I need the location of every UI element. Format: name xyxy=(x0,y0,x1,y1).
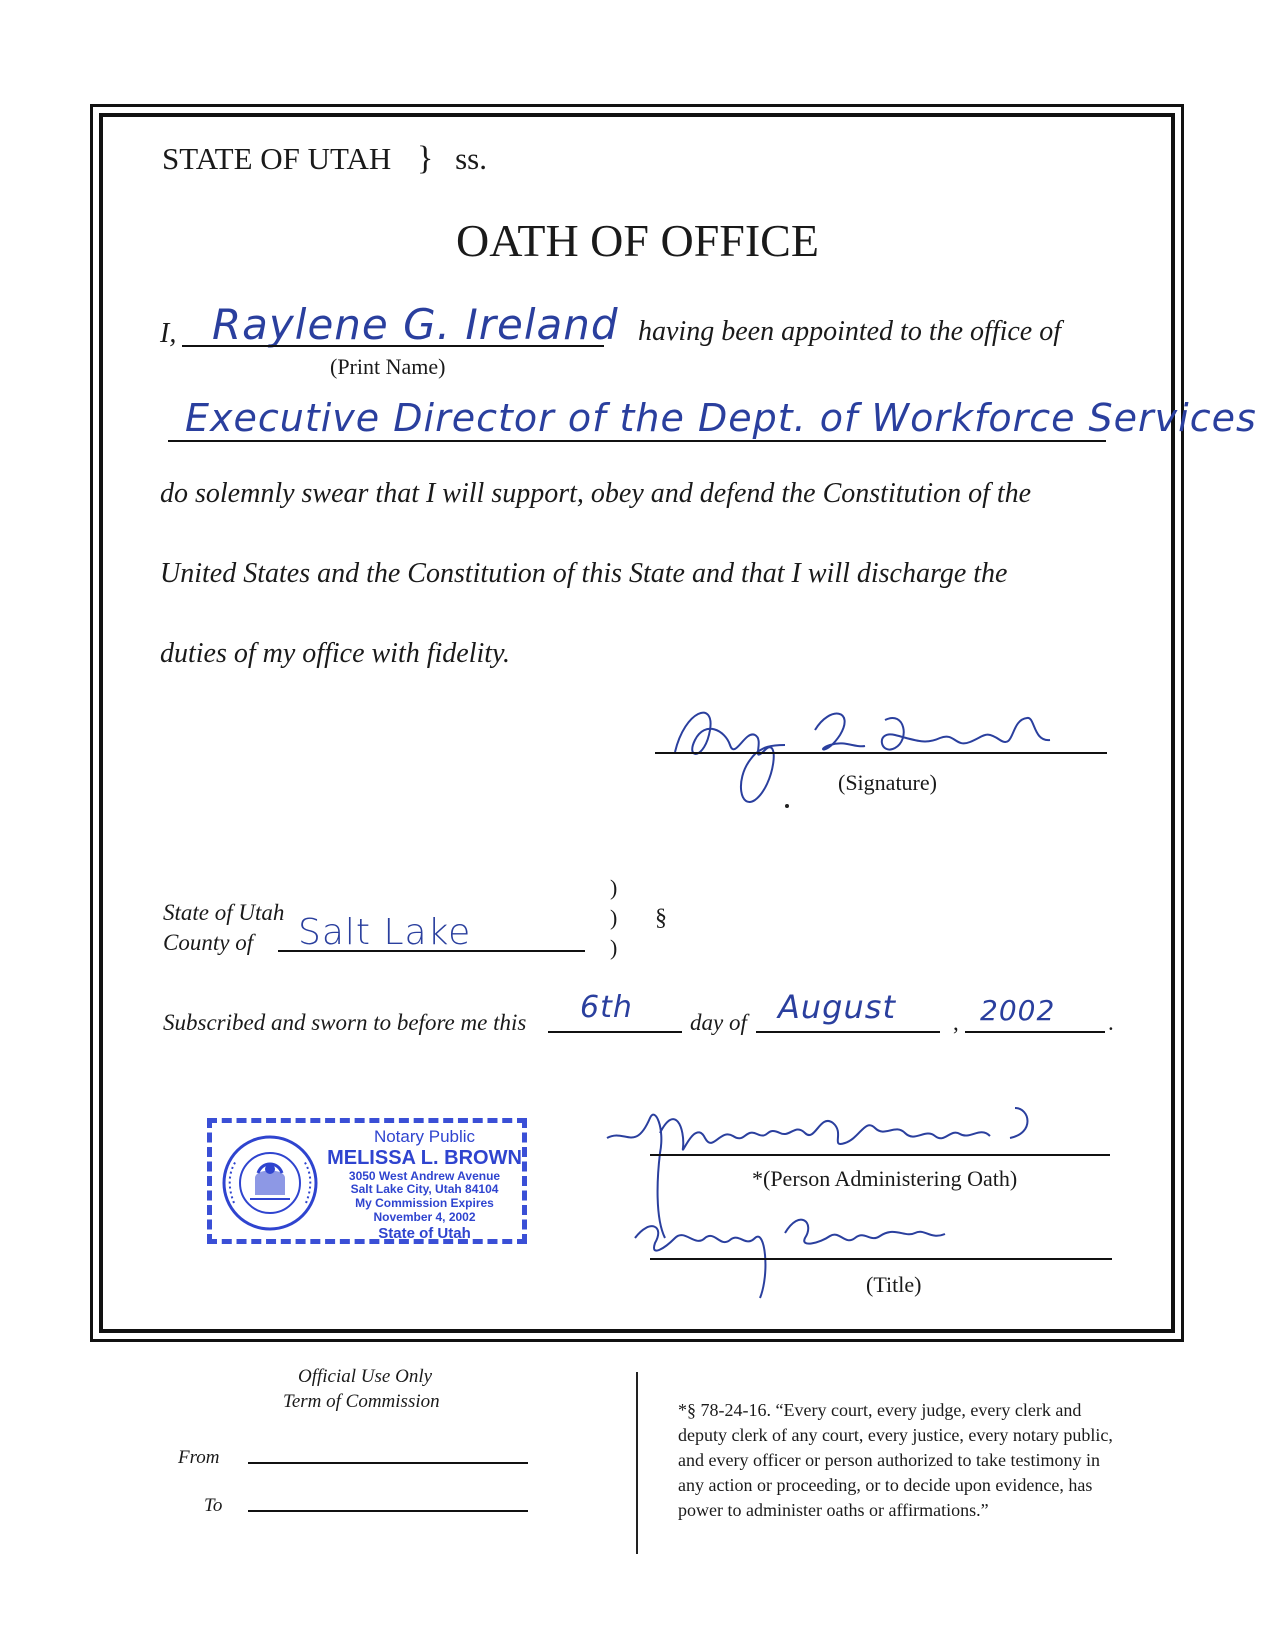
county-line xyxy=(278,950,585,952)
venue-paren-3: ) xyxy=(610,935,618,960)
sworn-period: . xyxy=(1108,1010,1114,1035)
day-of-label: day of xyxy=(690,1010,747,1035)
footnote-line-1: *§ 78-24-16. “Every court, every judge, every clerk and xyxy=(678,1400,1082,1420)
day-handwriting: 6th xyxy=(580,990,633,1025)
administering-line xyxy=(650,1154,1110,1156)
day-line xyxy=(548,1031,682,1033)
title-line xyxy=(650,1258,1112,1260)
oath-line-3: duties of my office with fidelity. xyxy=(160,638,510,669)
notary-stamp xyxy=(207,1118,527,1244)
stamp-line-6: November 4, 2002 xyxy=(373,1209,476,1224)
office-line xyxy=(168,440,1106,442)
year-handwriting: 2002 xyxy=(980,994,1056,1027)
printed-name-handwriting: Raylene G. Ireland xyxy=(212,300,619,349)
statute-footnote xyxy=(678,1398,1113,1523)
official-use-heading: Official Use Only xyxy=(298,1366,433,1387)
state-seal-icon xyxy=(220,1133,320,1233)
office-handwriting: Executive Director of the Dept. of Workforce Services xyxy=(185,396,1257,440)
county-handwriting: Salt Lake xyxy=(298,912,472,953)
print-name-caption: (Print Name) xyxy=(330,354,446,379)
signature-line xyxy=(655,752,1107,754)
month-handwriting: August xyxy=(778,988,896,1026)
to-label: To xyxy=(204,1495,223,1516)
section-symbol: § xyxy=(655,905,667,931)
footnote-line-2: deputy clerk of any court, every justice, every notary public, xyxy=(678,1425,1113,1445)
oath-line-1: do solemnly swear that I will support, obey and defend the Constitution of the xyxy=(160,478,1032,509)
venue-header xyxy=(162,140,487,178)
oath-line-2: United States and the Constitution of this State and that I will discharge the xyxy=(160,558,1008,589)
stamp-text-block xyxy=(322,1127,527,1242)
stamp-notary-name: MELISSA L. BROWN xyxy=(327,1146,522,1169)
venue-paren-1: ) xyxy=(610,875,618,900)
venue-paren-2: ) xyxy=(610,905,618,930)
ss-label: ss. xyxy=(455,141,487,176)
notary-signature-handwriting xyxy=(605,1098,1085,1308)
sworn-prefix: Subscribed and sworn to before me this xyxy=(163,1010,527,1035)
stamp-line-4: Salt Lake City, Utah 84104 xyxy=(350,1182,499,1197)
state-heading: STATE OF UTAH xyxy=(162,141,392,176)
sworn-comma: , xyxy=(953,1010,959,1035)
month-line xyxy=(756,1031,940,1033)
page-title: OATH OF OFFICE xyxy=(456,215,819,266)
venue-state-label: State of Utah xyxy=(163,900,285,925)
ink-dot xyxy=(785,804,789,808)
stamp-line-1: Notary Public xyxy=(373,1127,476,1146)
i-prefix: I, xyxy=(160,318,177,349)
term-heading: Term of Commission xyxy=(283,1391,440,1412)
stamp-line-3: 3050 West Andrew Avenue xyxy=(348,1168,501,1183)
stamp-line-5: My Commission Expires xyxy=(355,1196,494,1211)
title-caption: (Title) xyxy=(866,1272,922,1297)
stamp-line-7: State of Utah xyxy=(378,1224,471,1242)
venue-county-label: County of xyxy=(163,930,254,955)
year-line xyxy=(965,1031,1105,1033)
from-label: From xyxy=(178,1447,220,1468)
footnote-line-4: any action or proceeding, or to decide upon evidence, has xyxy=(678,1475,1093,1495)
signature-caption: (Signature) xyxy=(838,770,937,795)
footer-divider xyxy=(636,1372,638,1554)
to-line xyxy=(248,1510,528,1512)
footnote-line-5: power to administer oaths or affirmations.” xyxy=(678,1500,989,1520)
footnote-line-3: and every officer or person authorized to take testimony in xyxy=(678,1450,1101,1470)
administering-caption: *(Person Administering Oath) xyxy=(752,1166,1018,1191)
appointed-text: having been appointed to the office of xyxy=(638,316,1062,347)
from-line xyxy=(248,1462,528,1464)
print-name-line xyxy=(182,345,604,347)
brace: } xyxy=(417,140,434,177)
